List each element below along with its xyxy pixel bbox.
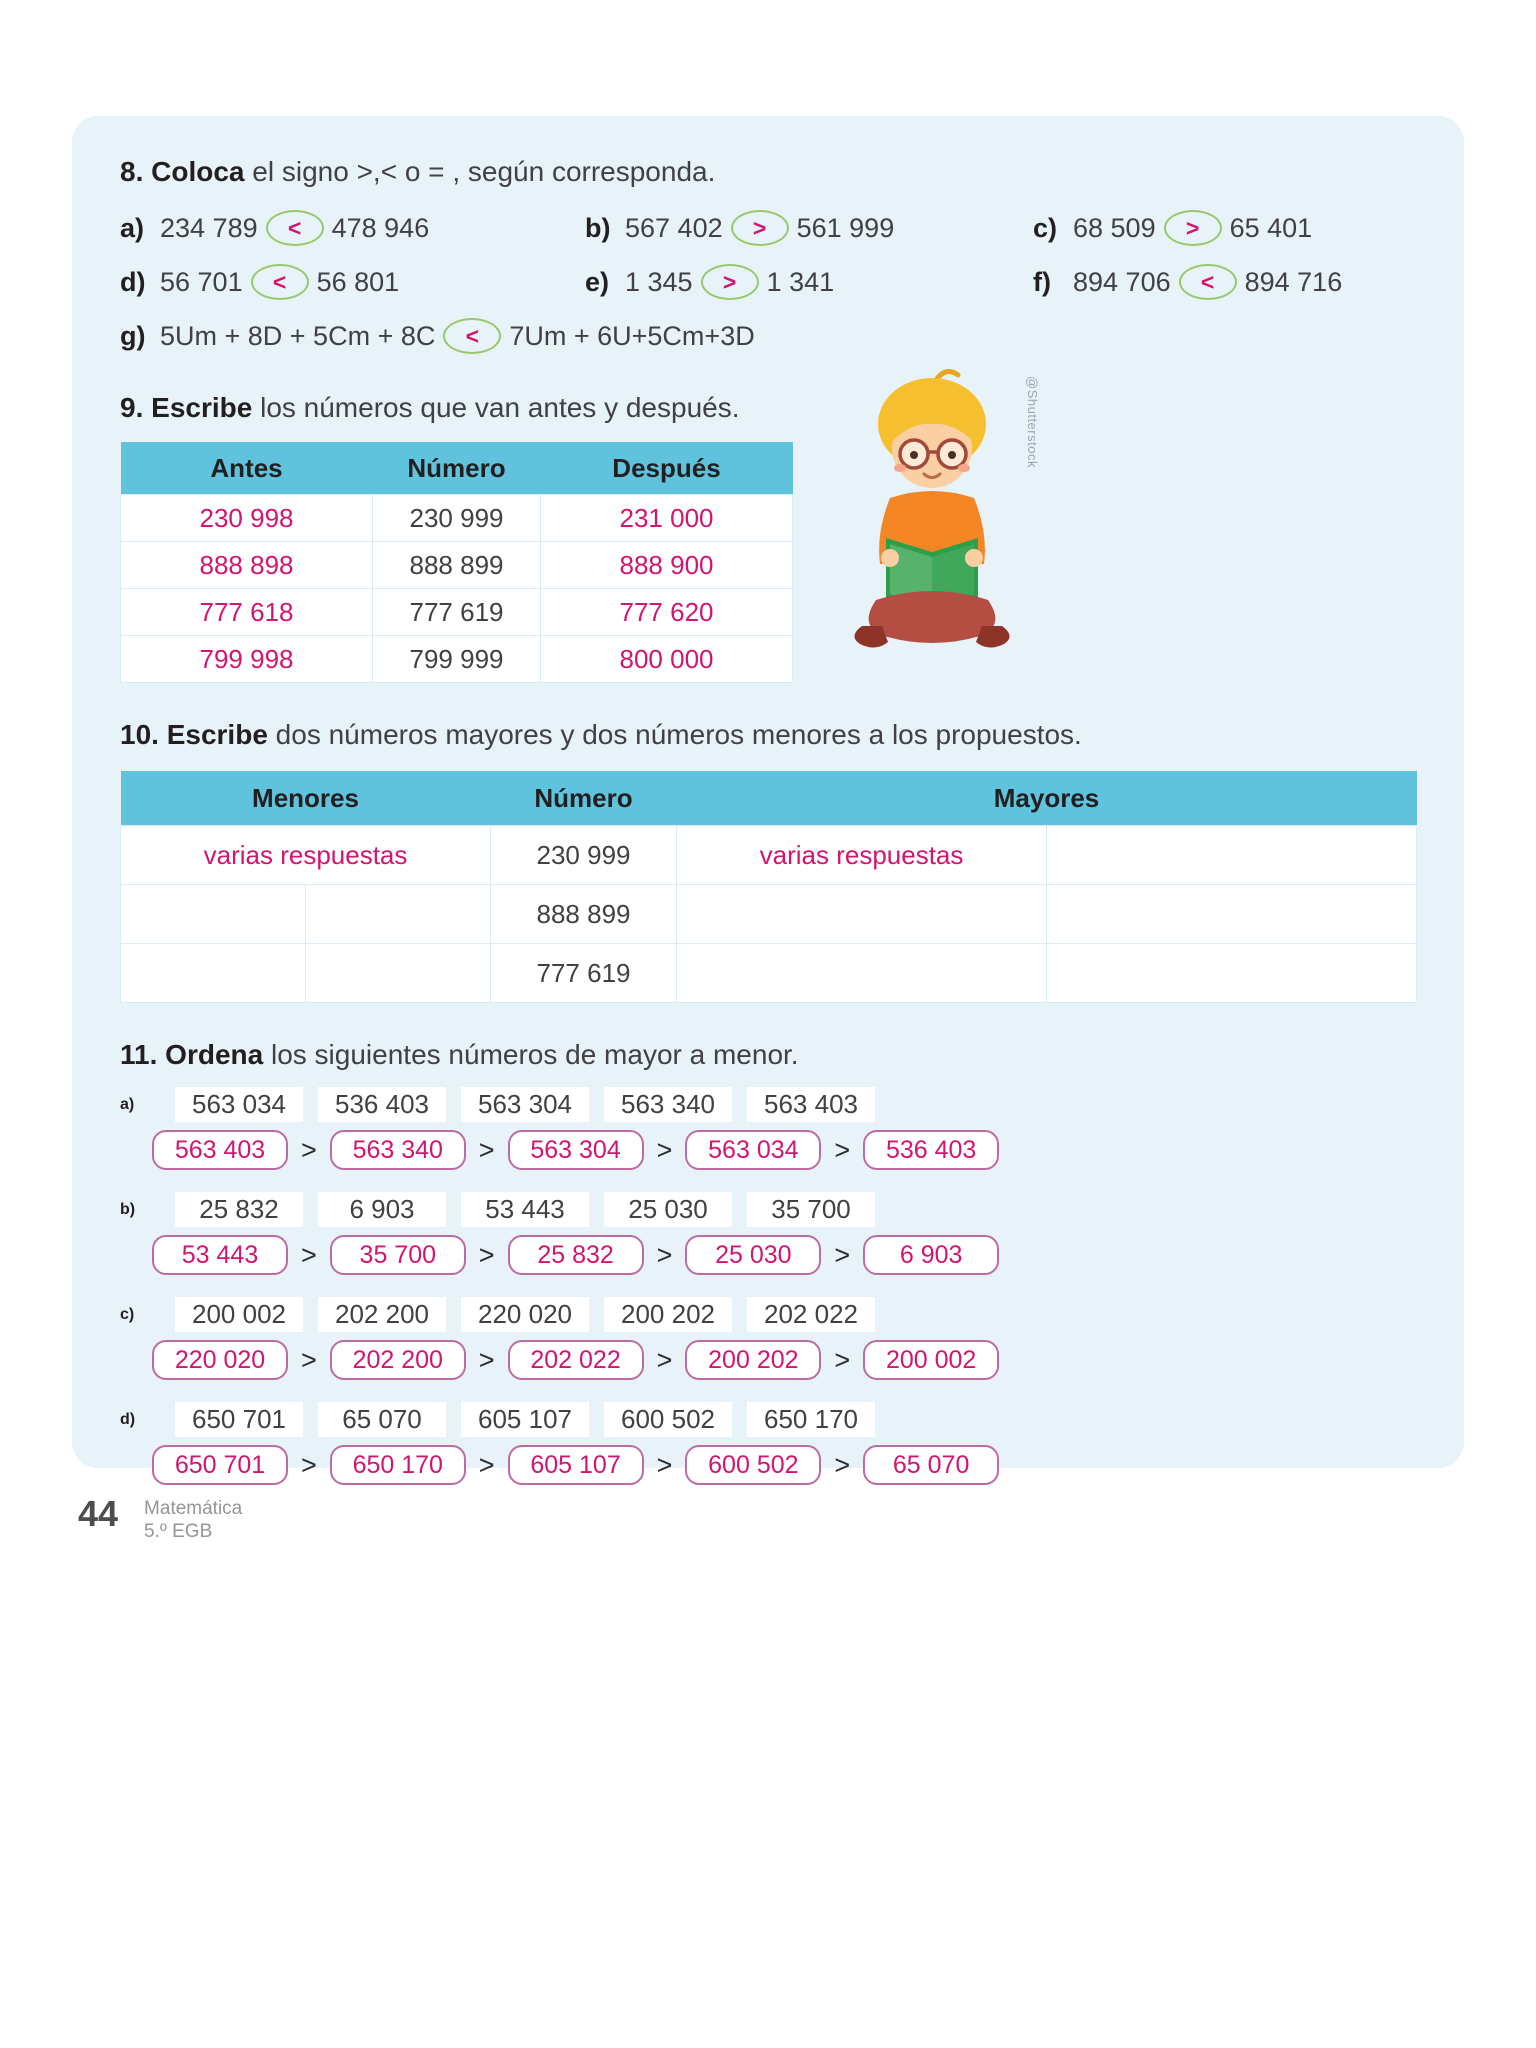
shoe-left	[854, 626, 888, 648]
menores-answer-cell-empty[interactable]	[306, 885, 491, 944]
given-number: 220 020	[461, 1297, 589, 1332]
page-footer	[78, 1493, 243, 1544]
hand-right	[965, 549, 983, 567]
item-label: g)	[120, 320, 146, 351]
answer-field[interactable]: 25 030	[685, 1235, 821, 1275]
shoe-right	[976, 626, 1010, 648]
given-numbers-row	[120, 1402, 1416, 1437]
antes-answer-cell[interactable]: 888 898	[121, 542, 373, 589]
exercise-verb: Escribe	[151, 392, 253, 423]
item-label: d)	[120, 266, 146, 297]
given-numbers-row	[120, 1297, 1416, 1332]
table-row	[121, 826, 1417, 885]
handwritten-sign: <	[272, 268, 287, 295]
comparison-sign-field[interactable]	[251, 264, 309, 300]
comparison-item-g	[120, 316, 1416, 356]
table-row	[121, 885, 1417, 944]
table-row	[121, 589, 793, 636]
given-number: 25 832	[175, 1192, 303, 1227]
item-label: b)	[120, 1200, 136, 1218]
given-numbers-row	[120, 1087, 1416, 1122]
answer-row	[152, 1130, 1416, 1170]
item-label: e)	[585, 266, 610, 297]
exercise-instruction: los números que van antes y después.	[260, 392, 740, 423]
given-number: 650 701	[175, 1402, 303, 1437]
item-label: c)	[120, 1305, 135, 1323]
numero-cell: 777 619	[491, 944, 677, 1003]
left-expression: 5Um + 8D + 5Cm + 8C	[160, 320, 436, 351]
table-row	[121, 944, 1417, 1003]
item-label: a)	[120, 1095, 135, 1113]
pants	[869, 591, 996, 643]
antes-answer-cell[interactable]: 799 998	[121, 636, 373, 683]
mayores-answer-cell-empty[interactable]	[1047, 885, 1417, 944]
col-header-numero: Número	[373, 442, 541, 495]
comparison-item-d	[120, 262, 585, 302]
greater-than-sign: >	[656, 1344, 673, 1375]
greater-than-sign: >	[301, 1134, 317, 1165]
given-number: 563 403	[747, 1087, 875, 1122]
answer-field[interactable]: 200 002	[863, 1340, 999, 1380]
exercise-10-title	[120, 719, 1416, 751]
given-number: 25 030	[604, 1192, 732, 1227]
comparison-sign-field[interactable]	[1179, 264, 1237, 300]
handwritten-sign: <	[1200, 268, 1215, 295]
col-header-antes: Antes	[121, 442, 373, 495]
answer-field[interactable]: 65 070	[863, 1445, 999, 1485]
left-number: 234 789	[160, 212, 258, 243]
col-header-menores: Menores	[121, 771, 491, 826]
ordering-item-c	[120, 1297, 1416, 1380]
answer-field[interactable]: 202 200	[330, 1340, 466, 1380]
numero-cell: 888 899	[373, 542, 541, 589]
answer-row	[152, 1235, 1416, 1275]
exercise-8	[120, 156, 1416, 356]
menores-answer-cell-empty[interactable]	[306, 944, 491, 1003]
exercise-number: 11.	[120, 1039, 158, 1070]
greater-than-sign: >	[834, 1134, 851, 1165]
answer-field[interactable]: 6 903	[863, 1235, 999, 1275]
right-number: 65 401	[1229, 212, 1313, 243]
greater-than-sign: >	[656, 1134, 673, 1165]
page-number: 44	[78, 1493, 119, 1534]
greater-than-sign: >	[478, 1239, 495, 1270]
given-number: 605 107	[461, 1402, 589, 1437]
table-header-row	[121, 771, 1417, 826]
greater-than-sign: >	[301, 1344, 317, 1375]
exercise-8-title	[120, 156, 1416, 188]
given-number: 563 340	[604, 1087, 732, 1122]
answer-row	[152, 1340, 1416, 1380]
greater-than-sign: >	[301, 1239, 317, 1270]
hand-left	[881, 549, 899, 567]
col-header-mayores: Mayores	[677, 771, 1417, 826]
exercise-verb: Escribe	[166, 719, 268, 750]
numero-cell: 799 999	[373, 636, 541, 683]
right-number: 1 341	[766, 266, 835, 297]
given-number: 6 903	[318, 1192, 446, 1227]
answer-field[interactable]: 650 170	[330, 1445, 466, 1485]
greater-than-sign: >	[478, 1449, 495, 1480]
exercise-9	[120, 376, 1416, 683]
given-number: 202 022	[747, 1297, 875, 1332]
answer-field[interactable]: 650 701	[152, 1445, 288, 1485]
given-number: 563 304	[461, 1087, 589, 1122]
answer-field[interactable]: 563 304	[508, 1130, 644, 1170]
given-number: 600 502	[604, 1402, 732, 1437]
item-label: f)	[1033, 266, 1051, 297]
given-number: 202 200	[318, 1297, 446, 1332]
answer-field[interactable]: 53 443	[152, 1235, 288, 1275]
comparison-items	[120, 208, 1416, 356]
despues-answer-cell[interactable]: 888 900	[541, 542, 793, 589]
given-number: 35 700	[747, 1192, 875, 1227]
left-number: 567 402	[625, 212, 723, 243]
antes-despues-table	[120, 442, 793, 683]
greater-than-sign: >	[656, 1239, 673, 1270]
greater-than-sign: >	[656, 1449, 673, 1480]
image-credit: @Shutterstock	[1025, 376, 1040, 468]
greater-than-sign: >	[478, 1134, 495, 1165]
numero-cell: 777 619	[373, 589, 541, 636]
col-header-numero: Número	[491, 771, 677, 826]
handwritten-sign: >	[752, 214, 767, 241]
left-number: 56 701	[160, 266, 243, 297]
answer-field[interactable]: 25 832	[508, 1235, 644, 1275]
handwritten-sign: <	[287, 214, 302, 241]
exercise-verb: Coloca	[151, 156, 245, 187]
answer-field[interactable]: 200 202	[685, 1340, 821, 1380]
item-label: a)	[120, 212, 145, 243]
right-number: 478 946	[331, 212, 430, 243]
exercise-11	[120, 1039, 1416, 1485]
greater-than-sign: >	[301, 1449, 317, 1480]
exercise-panel	[72, 116, 1464, 1480]
ordering-items	[120, 1087, 1416, 1485]
mayores-answer-cell-empty[interactable]	[677, 885, 1047, 944]
answer-field[interactable]: 605 107	[508, 1445, 644, 1485]
table-row	[121, 636, 793, 683]
comparison-item-f	[1033, 262, 1416, 302]
table-row	[121, 495, 793, 542]
comparison-sign-field[interactable]	[731, 210, 789, 246]
left-number: 894 706	[1073, 266, 1171, 297]
given-number: 65 070	[318, 1402, 446, 1437]
blush-left	[894, 464, 906, 472]
despues-answer-cell[interactable]: 231 000	[541, 495, 793, 542]
exercise-number: 9.	[120, 392, 144, 423]
menores-answer-cell[interactable]: varias respuestas	[121, 826, 491, 885]
right-number: 561 999	[796, 212, 895, 243]
comparison-sign-field[interactable]	[266, 210, 324, 246]
greater-than-sign: >	[834, 1344, 851, 1375]
handwritten-sign: >	[1185, 214, 1200, 241]
blush-right	[958, 464, 970, 472]
comparison-item-c	[1033, 208, 1416, 248]
comparison-sign-field[interactable]	[443, 318, 501, 354]
exercise-number: 10.	[120, 719, 159, 750]
ordering-item-b	[120, 1192, 1416, 1275]
mayores-answer-cell-empty[interactable]	[1047, 944, 1417, 1003]
item-label: d)	[120, 1410, 136, 1428]
exercise-number: 8.	[120, 156, 144, 187]
ordering-item-a	[120, 1087, 1416, 1170]
greater-than-sign: >	[834, 1449, 851, 1480]
answer-field[interactable]: 35 700	[330, 1235, 466, 1275]
menores-answer-cell-empty[interactable]	[121, 944, 306, 1003]
boy-reading-illustration	[820, 362, 1050, 672]
right-number: 56 801	[316, 266, 400, 297]
handwritten-sign: >	[722, 268, 737, 295]
table-row	[121, 542, 793, 589]
handwritten-sign: <	[465, 322, 480, 349]
exercise-instruction: dos números mayores y dos números menores a los propuestos.	[275, 719, 1082, 750]
despues-answer-cell[interactable]: 777 620	[541, 589, 793, 636]
comparison-sign-field[interactable]	[701, 264, 759, 300]
answer-field[interactable]: 563 034	[685, 1130, 821, 1170]
eye-left	[910, 451, 918, 459]
answer-field[interactable]: 220 020	[152, 1340, 288, 1380]
exercise-verb: Ordena	[165, 1039, 264, 1070]
given-number: 563 034	[175, 1087, 303, 1122]
left-number: 68 509	[1073, 212, 1156, 243]
answer-field[interactable]: 536 403	[863, 1130, 999, 1170]
comparison-item-e	[585, 262, 1033, 302]
footer-text	[144, 1496, 242, 1544]
despues-answer-cell[interactable]: 800 000	[541, 636, 793, 683]
answer-field[interactable]: 563 340	[330, 1130, 466, 1170]
given-number: 536 403	[318, 1087, 446, 1122]
exercise-11-title	[120, 1039, 1416, 1071]
exercise-10	[120, 719, 1416, 1003]
eye-right	[948, 451, 956, 459]
table-header-row	[121, 442, 793, 495]
answer-row	[152, 1445, 1416, 1485]
menores-answer-cell-empty[interactable]	[121, 885, 306, 944]
menores-mayores-table	[120, 771, 1417, 1003]
ordering-item-d	[120, 1402, 1416, 1485]
comparison-sign-field[interactable]	[1164, 210, 1222, 246]
exercise-9-title	[120, 392, 1416, 424]
given-number: 200 002	[175, 1297, 303, 1332]
comparison-item-a	[120, 208, 585, 248]
answer-field[interactable]: 600 502	[685, 1445, 821, 1485]
greater-than-sign: >	[834, 1239, 851, 1270]
col-header-despues: Después	[541, 442, 793, 495]
antes-answer-cell[interactable]: 230 998	[121, 495, 373, 542]
given-number: 200 202	[604, 1297, 732, 1332]
footer-subject: Matemática	[144, 1498, 243, 1519]
footer-grade: 5.º EGB	[144, 1520, 213, 1542]
right-number: 894 716	[1244, 266, 1343, 297]
numero-cell: 230 999	[373, 495, 541, 542]
exercise-instruction: el signo >,< o = , según corresponda.	[252, 156, 716, 187]
answer-field[interactable]: 563 403	[152, 1130, 288, 1170]
antes-answer-cell[interactable]: 777 618	[121, 589, 373, 636]
item-label: c)	[1033, 212, 1058, 243]
right-expression: 7Um + 6U+5Cm+3D	[509, 320, 755, 351]
numero-cell: 230 999	[491, 826, 677, 885]
answer-field[interactable]: 202 022	[508, 1340, 644, 1380]
given-numbers-row	[120, 1192, 1416, 1227]
comparison-item-b	[585, 208, 1033, 248]
given-number: 650 170	[747, 1402, 875, 1437]
mayores-answer-cell-empty[interactable]	[677, 944, 1047, 1003]
left-number: 1 345	[625, 266, 693, 297]
item-label: b)	[585, 212, 611, 243]
numero-cell: 888 899	[491, 885, 677, 944]
greater-than-sign: >	[478, 1344, 495, 1375]
mayores-answer-cell[interactable]: varias respuestas	[677, 826, 1047, 885]
mayores-answer-cell-empty[interactable]	[1047, 826, 1417, 885]
given-number: 53 443	[461, 1192, 589, 1227]
boy-reading-svg	[820, 362, 1050, 672]
exercise-instruction: los siguientes números de mayor a menor.	[270, 1039, 799, 1070]
